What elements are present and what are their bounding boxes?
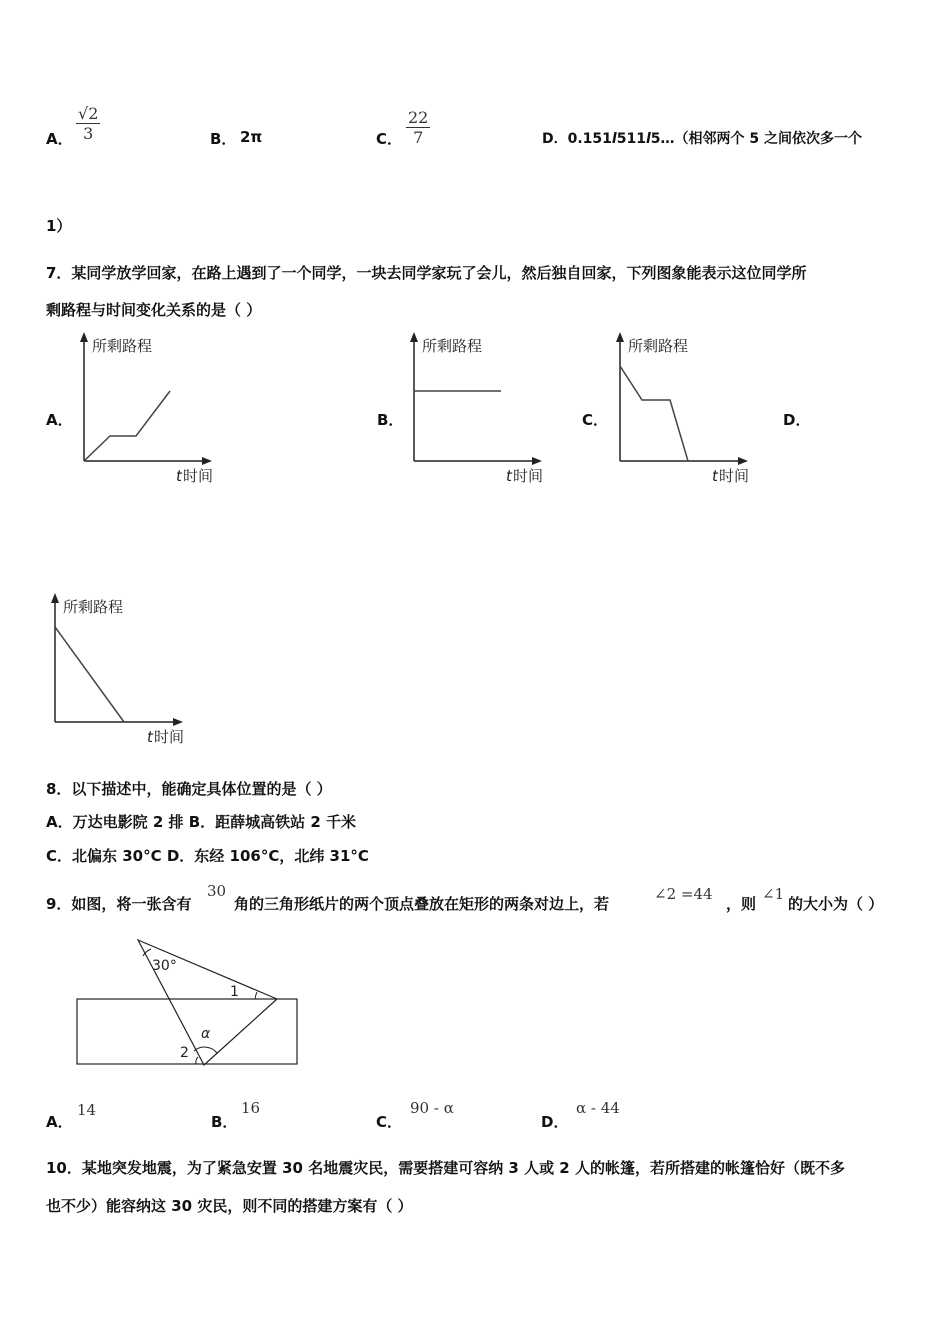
angle-2-arc: [196, 1057, 198, 1064]
q9-option-b-value: 16: [241, 1099, 261, 1117]
x-axis-label: 时间: [183, 467, 214, 485]
q6-option-d: [542, 128, 862, 148]
q6-option-d-part2: 511: [616, 131, 646, 147]
x-axis-label: 时间: [154, 728, 185, 746]
q9-figure: [70, 930, 310, 1075]
q8-options-cd: C．北偏东 30°C D．东经 106°C，北纬 31°C: [46, 847, 369, 865]
q9-condition: ∠2 =44: [654, 885, 713, 903]
q7-stem-line2: 剩路程与时间变化关系的是（ ）: [46, 301, 262, 319]
q6-option-c-numerator: 22: [408, 108, 429, 127]
q9-stem-part3: ，则: [726, 895, 757, 913]
x-axis-t: t: [147, 728, 153, 746]
graph-c-curve: [620, 366, 688, 461]
q6-option-a-label: A．: [46, 130, 73, 148]
q6-option-d-italic2: l: [645, 131, 651, 147]
q8-options-ab: A．万达电影院 2 排 B．距薛城高铁站 2 千米: [46, 813, 357, 831]
graph-d-curve: [55, 627, 124, 722]
q7-graph-b: [400, 328, 560, 488]
fig-label-2: 2: [180, 1045, 189, 1061]
angle-1-arc: [255, 992, 257, 999]
graph-a-curve: [84, 391, 170, 461]
fig-label-30: 30°: [152, 958, 177, 974]
q7-option-d-label: D．: [783, 411, 811, 429]
q6-option-a-numerator: √2: [78, 104, 99, 123]
y-axis-label: 所剩路程: [63, 598, 124, 616]
y-axis-arrow-icon: [51, 593, 59, 603]
x-axis-arrow-icon: [173, 718, 183, 726]
q9-stem-part2: 角的三角形纸片的两个顶点叠放在矩形的两条对边上，若: [234, 895, 610, 913]
x-axis-arrow-icon: [532, 457, 542, 465]
x-axis-arrow-icon: [738, 457, 748, 465]
q6-option-c-fraction: [406, 108, 430, 147]
fig-label-1: 1: [230, 984, 239, 1000]
q8-stem: 8．以下描述中，能确定具体位置的是（ ）: [46, 780, 332, 798]
q7-option-b-label: B．: [377, 411, 404, 429]
q6-option-a-fraction: [76, 104, 100, 143]
fig-label-alpha: α: [201, 1026, 211, 1042]
y-axis-label: 所剩路程: [422, 337, 483, 355]
q6-option-b-label: B．: [210, 130, 237, 148]
q7-option-c-label: C．: [582, 411, 609, 429]
q6-option-c-denominator: 7: [413, 128, 424, 147]
q10-stem-line1: 10．某地突发地震，为了紧急安置 30 名地震灾民，需要搭建可容纳 3 人或 2 人的帐篷，若所搭建的帐篷恰好（既不多: [46, 1159, 845, 1177]
q9-option-d-value: α - 44: [576, 1099, 620, 1117]
q6-option-b-value: 2π: [240, 128, 263, 146]
q10-stem-line2: 也不少）能容纳这 30 灾民，则不同的搭建方案有（ ）: [46, 1197, 413, 1215]
x-axis-label: 时间: [719, 467, 750, 485]
x-axis-t: t: [176, 467, 182, 485]
y-axis-label: 所剩路程: [628, 337, 689, 355]
q9-option-d-label: D．: [541, 1113, 569, 1131]
q9-stem-part1: 9．如图，将一张含有: [46, 895, 192, 913]
q7-stem-line1: 7．某同学放学回家，在路上遇到了一个同学，一块去同学家玩了会儿，然后独自回家，下列图象能表示这位同学所: [46, 264, 807, 282]
q6-option-d-italic1: l: [611, 131, 617, 147]
x-axis-arrow-icon: [202, 457, 212, 465]
x-axis-t: t: [506, 467, 512, 485]
q9-stem-part4: 的大小为（ ）: [788, 895, 884, 913]
q6-option-d-part3: 5…（相邻两个 5 之间依次多一个: [650, 131, 862, 147]
q7-option-a-label: A．: [46, 411, 73, 429]
q7-graph-d: [41, 589, 201, 749]
q9-option-a-label: A．: [46, 1113, 73, 1131]
y-axis-label: 所剩路程: [92, 337, 153, 355]
y-axis-arrow-icon: [616, 332, 624, 342]
q9-angle-30: 30: [207, 882, 227, 900]
q6-option-d-part1: D．0.151: [542, 131, 612, 147]
q6-option-c-label: C．: [376, 130, 403, 148]
q9-option-c-label: C．: [376, 1113, 403, 1131]
q7-graph-c: [606, 328, 766, 488]
q6-option-d-continuation: 1）: [46, 217, 72, 235]
y-axis-arrow-icon: [410, 332, 418, 342]
q9-option-b-label: B．: [211, 1113, 238, 1131]
y-axis-arrow-icon: [80, 332, 88, 342]
q9-option-c-value: 90 - α: [410, 1099, 454, 1117]
q9-option-a-value: 14: [77, 1101, 97, 1119]
q9-angle-1: ∠1: [762, 885, 785, 903]
q7-graph-a: [70, 328, 230, 488]
x-axis-t: t: [712, 467, 718, 485]
x-axis-label: 时间: [513, 467, 544, 485]
q6-option-a-denominator: 3: [83, 124, 94, 143]
